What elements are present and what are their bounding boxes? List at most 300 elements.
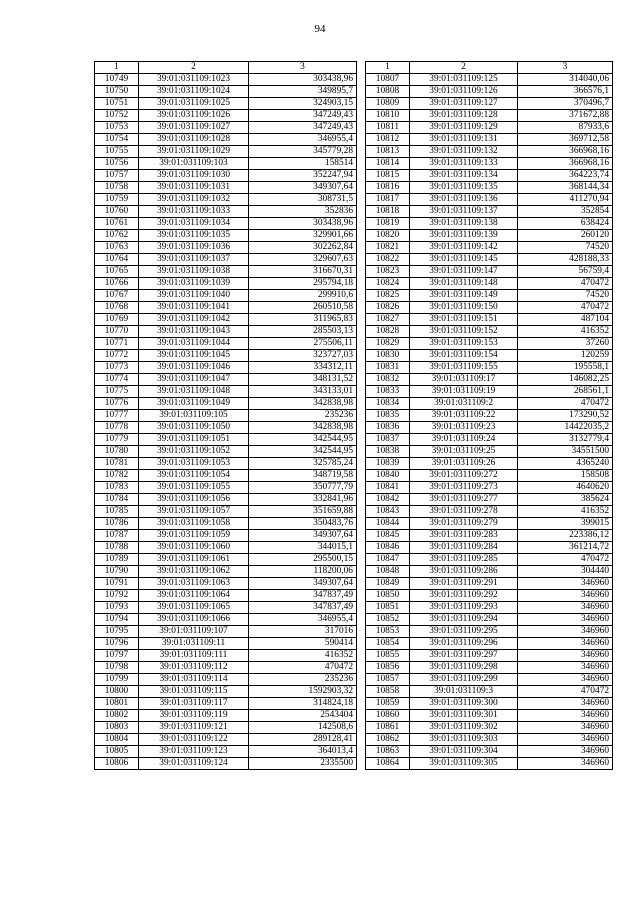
value-cell: 4365240 <box>518 458 613 470</box>
row-number-cell: 10831 <box>366 362 410 374</box>
cadastral-number-cell: 39:01:031109:1028 <box>139 134 249 146</box>
cadastral-number-cell: 39:01:031109:291 <box>410 578 518 590</box>
row-number-cell: 10814 <box>366 158 410 170</box>
cadastral-number-cell: 39:01:031109:1024 <box>139 86 249 98</box>
table-row <box>95 278 357 290</box>
cadastral-number-cell: 39:01:031109:1030 <box>139 170 249 182</box>
cadastral-number-cell: 39:01:031109:2 <box>410 398 518 410</box>
value-cell: 158508 <box>518 470 613 482</box>
cadastral-number-cell: 39:01:031109:1048 <box>139 386 249 398</box>
cadastral-number-cell: 39:01:031109:1045 <box>139 350 249 362</box>
cadastral-number-cell: 39:01:031109:293 <box>410 602 518 614</box>
table-row <box>366 590 613 602</box>
table-row <box>366 470 613 482</box>
row-number-cell: 10753 <box>95 122 139 134</box>
table-row <box>366 170 613 182</box>
row-number-cell: 10829 <box>366 338 410 350</box>
table-row <box>366 362 613 374</box>
row-number-cell: 10832 <box>366 374 410 386</box>
value-cell: 369712,58 <box>518 134 613 146</box>
cadastral-number-cell: 39:01:031109:292 <box>410 590 518 602</box>
row-number-cell: 10767 <box>95 290 139 302</box>
row-number-cell: 10773 <box>95 362 139 374</box>
table-right-body <box>366 62 613 770</box>
cadastral-number-cell: 39:01:031109:135 <box>410 182 518 194</box>
table-row <box>366 458 613 470</box>
row-number-cell: 10762 <box>95 230 139 242</box>
value-cell: 260120 <box>518 230 613 242</box>
table-row <box>366 134 613 146</box>
cadastral-number-cell: 39:01:031109:133 <box>410 158 518 170</box>
cadastral-number-cell: 39:01:031109:127 <box>410 98 518 110</box>
table-row <box>366 290 613 302</box>
row-number-cell: 10851 <box>366 602 410 614</box>
table-row <box>366 122 613 134</box>
value-cell: 324903,15 <box>249 98 357 110</box>
value-cell: 346960 <box>518 734 613 746</box>
value-cell: 346960 <box>518 758 613 770</box>
table-row <box>95 242 357 254</box>
table-row <box>366 326 613 338</box>
row-number-cell: 10808 <box>366 86 410 98</box>
value-cell: 470472 <box>518 302 613 314</box>
value-cell: 346960 <box>518 578 613 590</box>
table-row <box>95 602 357 614</box>
cadastral-number-cell: 39:01:031109:112 <box>139 662 249 674</box>
table-row <box>366 554 613 566</box>
value-cell: 364013,4 <box>249 746 357 758</box>
header-cell-2: 2 <box>410 62 518 74</box>
cadastral-number-cell: 39:01:031109:153 <box>410 338 518 350</box>
value-cell: 325785,24 <box>249 458 357 470</box>
row-number-cell: 10864 <box>366 758 410 770</box>
value-cell: 346960 <box>518 710 613 722</box>
row-number-cell: 10849 <box>366 578 410 590</box>
row-number-cell: 10750 <box>95 86 139 98</box>
row-number-cell: 10817 <box>366 194 410 206</box>
table-row <box>95 194 357 206</box>
row-number-cell: 10764 <box>95 254 139 266</box>
row-number-cell: 10787 <box>95 530 139 542</box>
table-row <box>366 146 613 158</box>
cadastral-number-cell: 39:01:031109:142 <box>410 242 518 254</box>
value-cell: 223386,12 <box>518 530 613 542</box>
table-row <box>366 566 613 578</box>
table-row <box>366 446 613 458</box>
value-cell: 343133,01 <box>249 386 357 398</box>
value-cell: 366968,16 <box>518 158 613 170</box>
table-row <box>95 158 357 170</box>
table-row <box>95 302 357 314</box>
cadastral-number-cell: 39:01:031109:299 <box>410 674 518 686</box>
value-cell: 118200,06 <box>249 566 357 578</box>
row-number-cell: 10855 <box>366 650 410 662</box>
table-row <box>366 722 613 734</box>
table-row <box>366 386 613 398</box>
row-number-cell: 10803 <box>95 722 139 734</box>
table-row <box>95 206 357 218</box>
cadastral-number-cell: 39:01:031109:1046 <box>139 362 249 374</box>
row-number-cell: 10863 <box>366 746 410 758</box>
row-number-cell: 10768 <box>95 302 139 314</box>
value-cell: 346960 <box>518 602 613 614</box>
value-cell: 428188,33 <box>518 254 613 266</box>
cadastral-number-cell: 39:01:031109:283 <box>410 530 518 542</box>
row-number-cell: 10856 <box>366 662 410 674</box>
cadastral-number-cell: 39:01:031109:1066 <box>139 614 249 626</box>
value-cell: 399015 <box>518 518 613 530</box>
table-row <box>366 746 613 758</box>
row-number-cell: 10853 <box>366 626 410 638</box>
value-cell: 2335500 <box>249 758 357 770</box>
table-row <box>95 230 357 242</box>
row-number-cell: 10778 <box>95 422 139 434</box>
cadastral-number-cell: 39:01:031109:1054 <box>139 470 249 482</box>
row-number-cell: 10825 <box>366 290 410 302</box>
value-cell: 14422035,2 <box>518 422 613 434</box>
value-cell: 346960 <box>518 650 613 662</box>
cadastral-number-cell: 39:01:031109:22 <box>410 410 518 422</box>
row-number-cell: 10846 <box>366 542 410 554</box>
value-cell: 268561,1 <box>518 386 613 398</box>
row-number-cell: 10850 <box>366 590 410 602</box>
value-cell: 344015,1 <box>249 542 357 554</box>
row-number-cell: 10794 <box>95 614 139 626</box>
value-cell: 260510,58 <box>249 302 357 314</box>
value-cell: 347249,43 <box>249 122 357 134</box>
row-number-cell: 10769 <box>95 314 139 326</box>
row-number-cell: 10862 <box>366 734 410 746</box>
table-row <box>366 506 613 518</box>
cadastral-number-cell: 39:01:031109:1057 <box>139 506 249 518</box>
value-cell: 303438,96 <box>249 218 357 230</box>
table-row <box>366 422 613 434</box>
value-cell: 142508,6 <box>249 722 357 734</box>
row-number-cell: 10796 <box>95 638 139 650</box>
value-cell: 314040,06 <box>518 74 613 86</box>
row-number-cell: 10758 <box>95 182 139 194</box>
cadastral-number-cell: 39:01:031109:278 <box>410 506 518 518</box>
value-cell: 385624 <box>518 494 613 506</box>
header-cell-1: 1 <box>366 62 410 74</box>
cadastral-number-cell: 39:01:031109:1025 <box>139 98 249 110</box>
value-cell: 347837,49 <box>249 590 357 602</box>
value-cell: 346960 <box>518 722 613 734</box>
cadastral-number-cell: 39:01:031109:129 <box>410 122 518 134</box>
row-number-cell: 10858 <box>366 686 410 698</box>
value-cell: 349307,64 <box>249 578 357 590</box>
row-number-cell: 10791 <box>95 578 139 590</box>
table-row <box>366 74 613 86</box>
cadastral-number-cell: 39:01:031109:1038 <box>139 266 249 278</box>
value-cell: 352854 <box>518 206 613 218</box>
value-cell: 346960 <box>518 626 613 638</box>
table-row <box>366 662 613 674</box>
header-cell-1: 1 <box>95 62 139 74</box>
cadastral-number-cell: 39:01:031109:301 <box>410 710 518 722</box>
row-number-cell: 10779 <box>95 434 139 446</box>
table-row <box>366 398 613 410</box>
value-cell: 346960 <box>518 590 613 602</box>
table-row <box>95 710 357 722</box>
cadastral-number-cell: 39:01:031109:119 <box>139 710 249 722</box>
table-row <box>95 542 357 554</box>
value-cell: 74520 <box>518 242 613 254</box>
value-cell: 56759,4 <box>518 266 613 278</box>
cadastral-number-cell: 39:01:031109:1059 <box>139 530 249 542</box>
value-cell: 349307,64 <box>249 530 357 542</box>
table-row <box>366 338 613 350</box>
cadastral-number-cell: 39:01:031109:305 <box>410 758 518 770</box>
value-cell: 289128,41 <box>249 734 357 746</box>
table-row <box>95 110 357 122</box>
row-number-cell: 10824 <box>366 278 410 290</box>
cadastral-number-cell: 39:01:031109:295 <box>410 626 518 638</box>
table-row <box>95 530 357 542</box>
table-row <box>366 758 613 770</box>
value-cell: 146082,25 <box>518 374 613 386</box>
table-row <box>366 194 613 206</box>
cadastral-number-cell: 39:01:031109:125 <box>410 74 518 86</box>
cadastral-number-cell: 39:01:031109:1037 <box>139 254 249 266</box>
row-number-cell: 10781 <box>95 458 139 470</box>
cadastral-number-cell: 39:01:031109:1039 <box>139 278 249 290</box>
row-number-cell: 10802 <box>95 710 139 722</box>
cadastral-number-cell: 39:01:031109:1035 <box>139 230 249 242</box>
value-cell: 87933,6 <box>518 122 613 134</box>
cadastral-number-cell: 39:01:031109:132 <box>410 146 518 158</box>
value-cell: 342838,98 <box>249 398 357 410</box>
cadastral-number-cell: 39:01:031109:126 <box>410 86 518 98</box>
table-row <box>366 374 613 386</box>
cadastral-number-cell: 39:01:031109:1058 <box>139 518 249 530</box>
value-cell: 348719,58 <box>249 470 357 482</box>
row-number-cell: 10782 <box>95 470 139 482</box>
cadastral-number-cell: 39:01:031109:3 <box>410 686 518 698</box>
row-number-cell: 10841 <box>366 482 410 494</box>
table-header-row <box>95 62 357 74</box>
row-number-cell: 10848 <box>366 566 410 578</box>
cadastral-number-cell: 39:01:031109:152 <box>410 326 518 338</box>
table-row <box>366 182 613 194</box>
row-number-cell: 10833 <box>366 386 410 398</box>
cadastral-number-cell: 39:01:031109:1050 <box>139 422 249 434</box>
value-cell: 349895,7 <box>249 86 357 98</box>
value-cell: 173290,52 <box>518 410 613 422</box>
cadastral-number-cell: 39:01:031109:1055 <box>139 482 249 494</box>
table-row <box>366 314 613 326</box>
cadastral-number-cell: 39:01:031109:117 <box>139 698 249 710</box>
value-cell: 158514 <box>249 158 357 170</box>
table-row <box>366 614 613 626</box>
row-number-cell: 10854 <box>366 638 410 650</box>
value-cell: 352836 <box>249 206 357 218</box>
value-cell: 416352 <box>249 650 357 662</box>
cadastral-number-cell: 39:01:031109:1062 <box>139 566 249 578</box>
row-number-cell: 10828 <box>366 326 410 338</box>
cadastral-number-cell: 39:01:031109:111 <box>139 650 249 662</box>
value-cell: 351659,88 <box>249 506 357 518</box>
row-number-cell: 10810 <box>366 110 410 122</box>
table-row <box>366 302 613 314</box>
row-number-cell: 10800 <box>95 686 139 698</box>
table-row <box>95 266 357 278</box>
table-row <box>366 710 613 722</box>
cadastral-number-cell: 39:01:031109:1031 <box>139 182 249 194</box>
row-number-cell: 10839 <box>366 458 410 470</box>
value-cell: 416352 <box>518 506 613 518</box>
table-row <box>366 650 613 662</box>
table-row <box>95 386 357 398</box>
cadastral-number-cell: 39:01:031109:147 <box>410 266 518 278</box>
value-cell: 470472 <box>249 662 357 674</box>
cadastral-number-cell: 39:01:031109:1026 <box>139 110 249 122</box>
row-number-cell: 10861 <box>366 722 410 734</box>
cadastral-number-cell: 39:01:031109:134 <box>410 170 518 182</box>
table-row <box>95 350 357 362</box>
row-number-cell: 10852 <box>366 614 410 626</box>
row-number-cell: 10801 <box>95 698 139 710</box>
value-cell: 3132779,4 <box>518 434 613 446</box>
cadastral-number-cell: 39:01:031109:122 <box>139 734 249 746</box>
value-cell: 120259 <box>518 350 613 362</box>
row-number-cell: 10795 <box>95 626 139 638</box>
value-cell: 352247,94 <box>249 170 357 182</box>
row-number-cell: 10823 <box>366 266 410 278</box>
row-number-cell: 10755 <box>95 146 139 158</box>
row-number-cell: 10806 <box>95 758 139 770</box>
row-number-cell: 10763 <box>95 242 139 254</box>
value-cell: 74520 <box>518 290 613 302</box>
table-row <box>366 230 613 242</box>
cadastral-number-cell: 39:01:031109:297 <box>410 650 518 662</box>
table-row <box>95 458 357 470</box>
data-table-right <box>365 61 613 770</box>
cadastral-number-cell: 39:01:031109:148 <box>410 278 518 290</box>
header-cell-3: 3 <box>249 62 357 74</box>
table-row <box>366 218 613 230</box>
table-row <box>95 650 357 662</box>
value-cell: 346960 <box>518 662 613 674</box>
cadastral-number-cell: 39:01:031109:114 <box>139 674 249 686</box>
cadastral-number-cell: 39:01:031109:303 <box>410 734 518 746</box>
table-row <box>366 602 613 614</box>
cadastral-number-cell: 39:01:031109:11 <box>139 638 249 650</box>
cadastral-number-cell: 39:01:031109:1052 <box>139 446 249 458</box>
table-row <box>95 122 357 134</box>
row-number-cell: 10785 <box>95 506 139 518</box>
value-cell: 4640620 <box>518 482 613 494</box>
value-cell: 416352 <box>518 326 613 338</box>
table-row <box>95 338 357 350</box>
row-number-cell: 10821 <box>366 242 410 254</box>
cadastral-number-cell: 39:01:031109:17 <box>410 374 518 386</box>
table-row <box>95 590 357 602</box>
cadastral-number-cell: 39:01:031109:149 <box>410 290 518 302</box>
value-cell: 411270,94 <box>518 194 613 206</box>
table-row <box>95 374 357 386</box>
value-cell: 37260 <box>518 338 613 350</box>
row-number-cell: 10777 <box>95 410 139 422</box>
row-number-cell: 10827 <box>366 314 410 326</box>
value-cell: 275506,11 <box>249 338 357 350</box>
value-cell: 470472 <box>518 278 613 290</box>
row-number-cell: 10766 <box>95 278 139 290</box>
table-header-row <box>366 62 613 74</box>
row-number-cell: 10807 <box>366 74 410 86</box>
value-cell: 347249,43 <box>249 110 357 122</box>
table-row <box>366 698 613 710</box>
cadastral-number-cell: 39:01:031109:138 <box>410 218 518 230</box>
table-row <box>95 578 357 590</box>
cadastral-number-cell: 39:01:031109:1040 <box>139 290 249 302</box>
cadastral-number-cell: 39:01:031109:1042 <box>139 314 249 326</box>
table-row <box>95 314 357 326</box>
row-number-cell: 10857 <box>366 674 410 686</box>
cadastral-number-cell: 39:01:031109:136 <box>410 194 518 206</box>
row-number-cell: 10845 <box>366 530 410 542</box>
value-cell: 368144,34 <box>518 182 613 194</box>
value-cell: 346960 <box>518 674 613 686</box>
table-row <box>366 482 613 494</box>
cadastral-number-cell: 39:01:031109:137 <box>410 206 518 218</box>
row-number-cell: 10784 <box>95 494 139 506</box>
cadastral-number-cell: 39:01:031109:151 <box>410 314 518 326</box>
data-table-left <box>94 61 357 770</box>
value-cell: 487104 <box>518 314 613 326</box>
value-cell: 295794,18 <box>249 278 357 290</box>
row-number-cell: 10752 <box>95 110 139 122</box>
table-row <box>366 626 613 638</box>
table-row <box>366 410 613 422</box>
row-number-cell: 10761 <box>95 218 139 230</box>
table-row <box>95 698 357 710</box>
table-row <box>95 290 357 302</box>
value-cell: 371672,88 <box>518 110 613 122</box>
row-number-cell: 10826 <box>366 302 410 314</box>
cadastral-number-cell: 39:01:031109:279 <box>410 518 518 530</box>
row-number-cell: 10765 <box>95 266 139 278</box>
row-number-cell: 10813 <box>366 146 410 158</box>
cadastral-number-cell: 39:01:031109:124 <box>139 758 249 770</box>
row-number-cell: 10751 <box>95 98 139 110</box>
value-cell: 364223,74 <box>518 170 613 182</box>
value-cell: 314824,18 <box>249 698 357 710</box>
value-cell: 323727,03 <box>249 350 357 362</box>
value-cell: 311965,83 <box>249 314 357 326</box>
value-cell: 235236 <box>249 410 357 422</box>
row-number-cell: 10812 <box>366 134 410 146</box>
value-cell: 366968,16 <box>518 146 613 158</box>
row-number-cell: 10842 <box>366 494 410 506</box>
table-row <box>366 434 613 446</box>
cadastral-number-cell: 39:01:031109:1032 <box>139 194 249 206</box>
value-cell: 195558,1 <box>518 362 613 374</box>
value-cell: 470472 <box>518 554 613 566</box>
value-cell: 370496,7 <box>518 98 613 110</box>
table-row <box>366 542 613 554</box>
cadastral-number-cell: 39:01:031109:1049 <box>139 398 249 410</box>
table-row <box>95 506 357 518</box>
table-row <box>95 494 357 506</box>
table-row <box>95 722 357 734</box>
cadastral-number-cell: 39:01:031109:1029 <box>139 146 249 158</box>
row-number-cell: 10759 <box>95 194 139 206</box>
table-row <box>95 410 357 422</box>
value-cell: 346960 <box>518 746 613 758</box>
row-number-cell: 10774 <box>95 374 139 386</box>
value-cell: 329901,66 <box>249 230 357 242</box>
